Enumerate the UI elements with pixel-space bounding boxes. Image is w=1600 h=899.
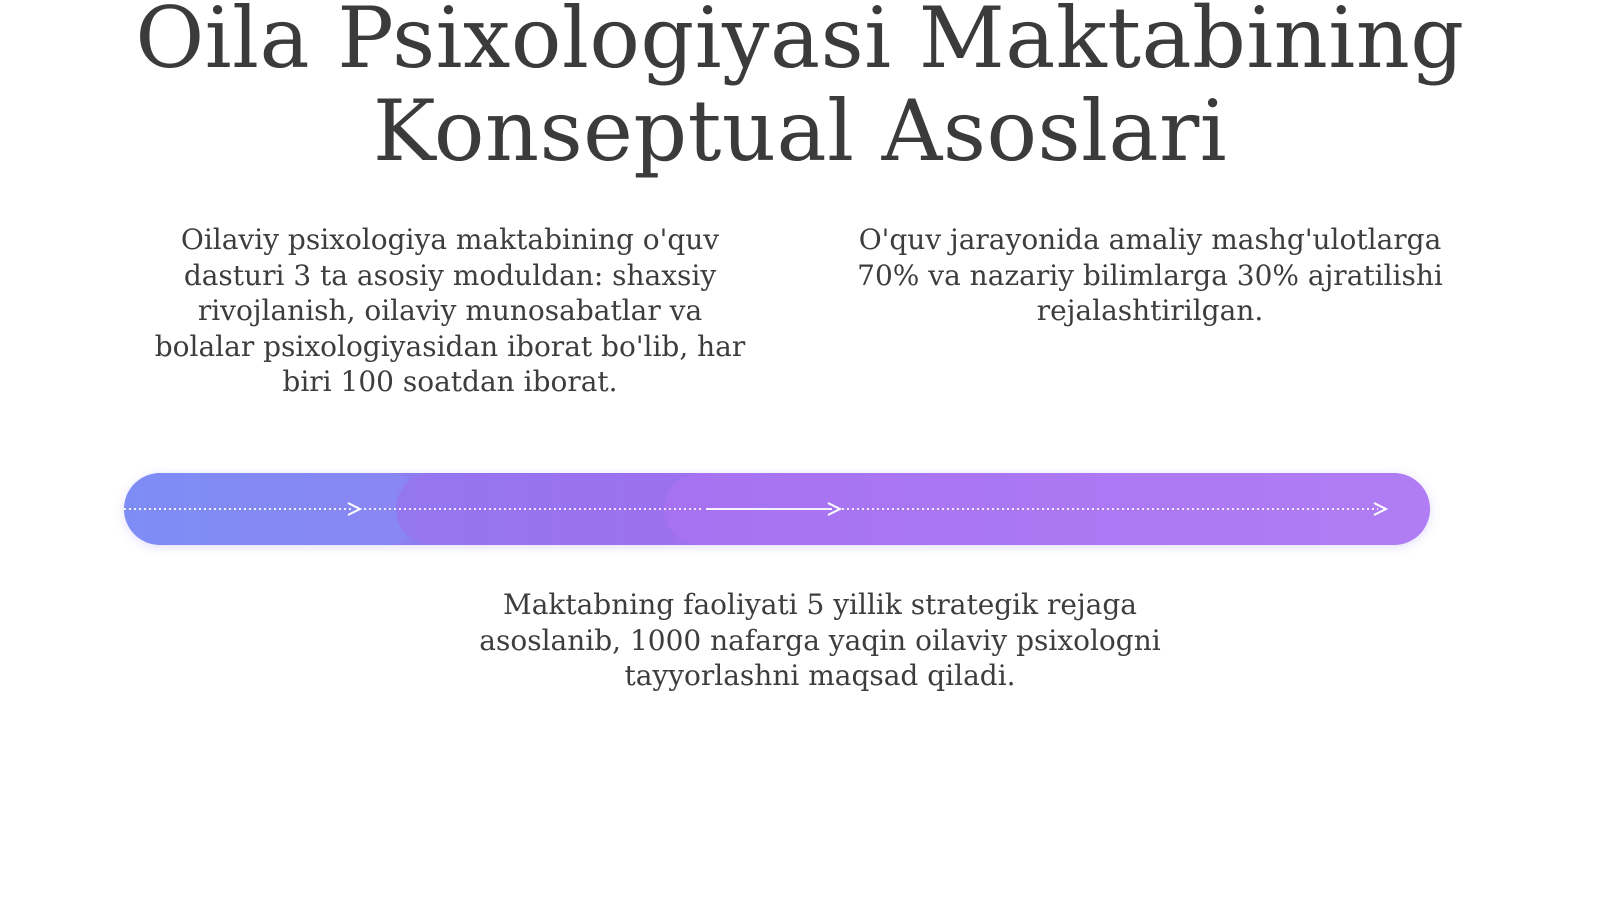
timeline-bar [124, 473, 1430, 545]
text-block-curriculum: Oilaviy psixologiya maktabining o'quv dasturi 3 ta asosiy moduldan: shaxsiy rivojlanish, oilaviy munosabatlar va bolalar psixologiyasidan iborat bo'lib, har biri 100 soatdan iborat. [154, 223, 746, 398]
text-block-practice-ratio: O'quv jarayonida amaliy mashg'ulotlarga 70% va nazariy bilimlarga 30% ajratilishi rejalashtirilgan. [857, 223, 1443, 327]
page-title: Oila Psixologiyasi Maktabining Konseptual Asoslari [135, 0, 1465, 180]
arrow-head-3-icon [1374, 503, 1386, 515]
timeline-arrows [124, 473, 1430, 545]
text-block-strategy: Maktabning faoliyati 5 yillik strategik rejaga asoslanib, 1000 nafarga yaqin oilaviy psixologni tayyorlashni maqsad qiladi. [479, 588, 1161, 692]
